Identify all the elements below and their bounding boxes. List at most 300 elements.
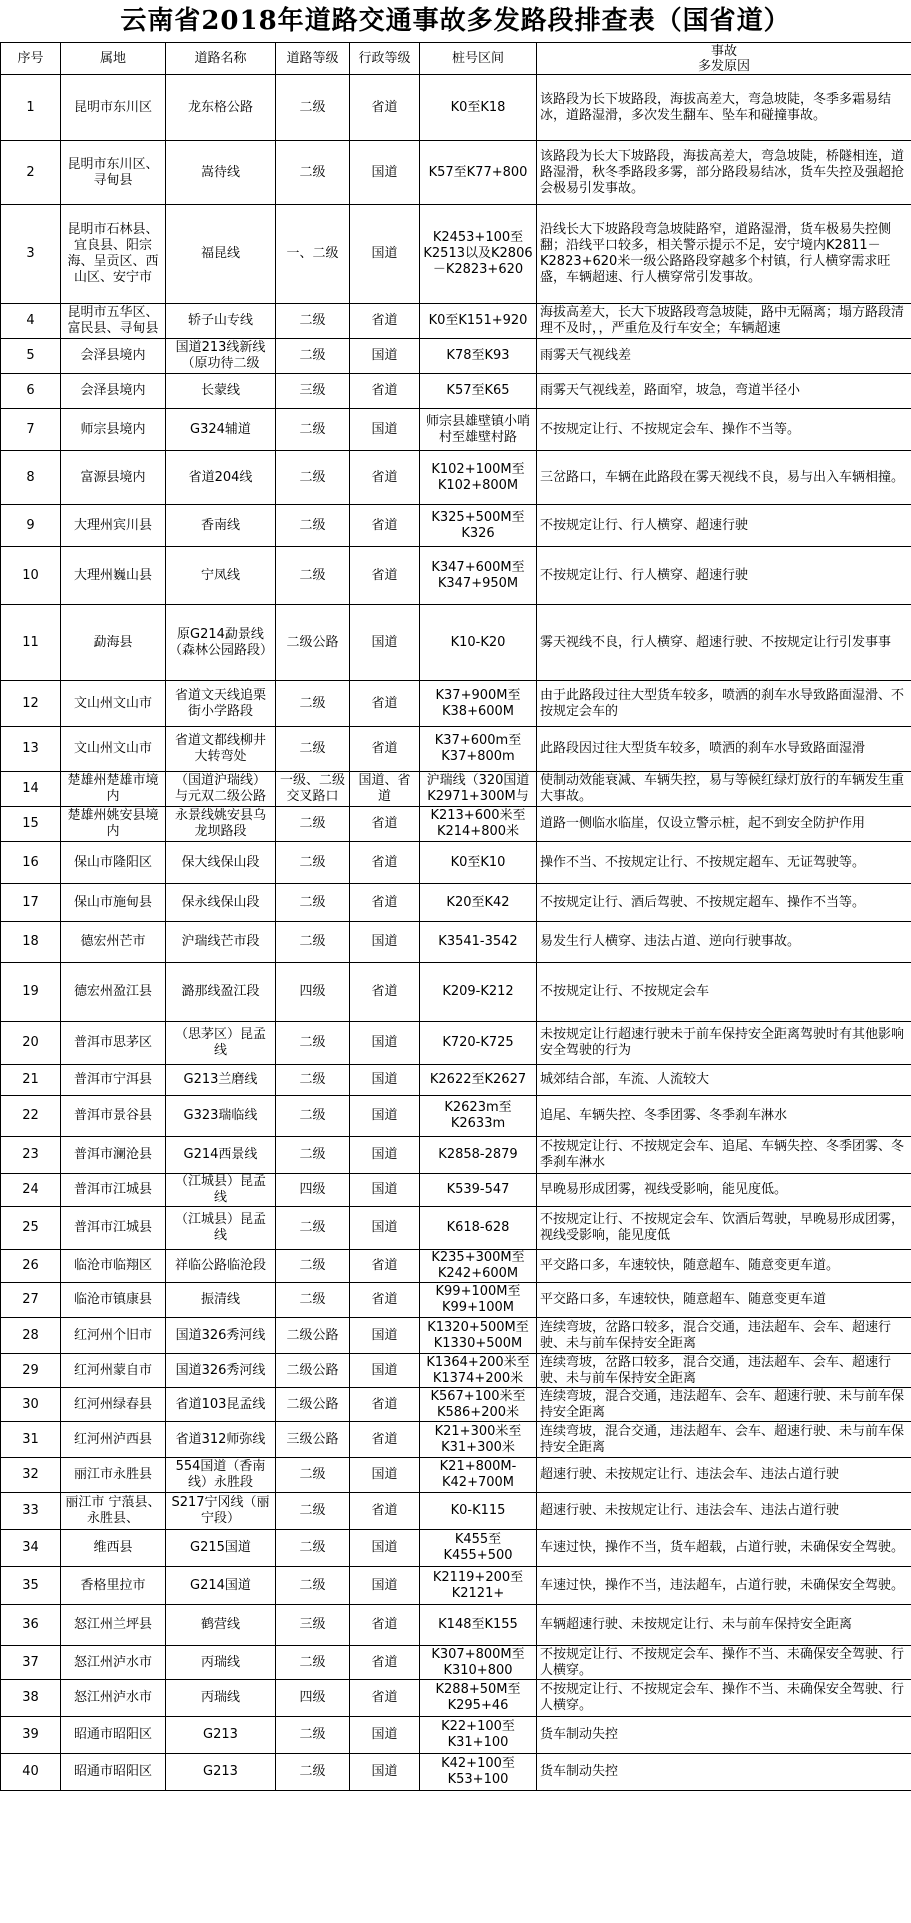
- cell-stake-range: K288+50M至K295+46: [420, 1680, 537, 1717]
- table-row: [1, 884, 911, 922]
- cell-road-grade: 二级公路: [276, 1354, 350, 1388]
- cell-stake-range: K57至K65: [420, 374, 537, 409]
- cell-stake-range: K42+100至K53+100: [420, 1754, 537, 1791]
- cell-region: 丽江市 宁蒗县、永胜县、: [61, 1493, 166, 1530]
- cell-admin-grade: 国道: [350, 1717, 420, 1754]
- cell-region: 保山市隆阳区: [61, 842, 166, 884]
- cell-accident-cause: 道路一侧临水临崖，仅设立警示桩，起不到安全防护作用: [537, 807, 911, 842]
- cell-region: 普洱市思茅区: [61, 1022, 166, 1065]
- cell-index: 32: [1, 1458, 61, 1493]
- cell-accident-cause: 连续弯坡，岔路口较多，混合交通，违法超车、会车、超速行驶、未与前车保持安全距离: [537, 1354, 911, 1388]
- cell-admin-grade: 省道: [350, 505, 420, 547]
- cell-road-grade: 二级: [276, 1022, 350, 1065]
- cell-road-name: 长蒙线: [166, 374, 276, 409]
- cell-accident-cause: 该路段为长大下坡路段，海拔高差大，弯急坡陡，桥隧相连，道路湿滑，秋冬季路段多雾，部分路段易结冰，货车失控及强超抢会极易引发事故。: [537, 141, 911, 205]
- cell-stake-range: K10-K20: [420, 605, 537, 681]
- cell-index: 10: [1, 547, 61, 605]
- cell-road-grade: 二级: [276, 1567, 350, 1605]
- cell-stake-range: K0-K115: [420, 1493, 537, 1530]
- cell-region: 普洱市宁洱县: [61, 1065, 166, 1096]
- cell-index: 40: [1, 1754, 61, 1791]
- cell-stake-range: K2623m至K2633m: [420, 1096, 537, 1137]
- cell-road-grade: 二级: [276, 409, 350, 451]
- cell-accident-cause: 不按规定让行、不按规定会车、操作不当、未确保安全驾驶、行人横穿。: [537, 1646, 911, 1680]
- cell-region: 师宗县境内: [61, 409, 166, 451]
- table-row: [1, 922, 911, 963]
- header-accident-cause: 事故 多发原因: [537, 43, 911, 75]
- cell-road-grade: 二级: [276, 1250, 350, 1283]
- cell-admin-grade: 省道: [350, 1283, 420, 1318]
- cell-region: 会泽县境内: [61, 339, 166, 374]
- table-row: [1, 141, 911, 205]
- cell-admin-grade: 国道: [350, 1754, 420, 1791]
- cell-index: 36: [1, 1605, 61, 1646]
- table-row: [1, 1605, 911, 1646]
- cell-accident-cause: 车辆超速行驶、未按规定让行、未与前车保持安全距离: [537, 1605, 911, 1646]
- cell-admin-grade: 省道: [350, 884, 420, 922]
- cell-road-name: 国道326秀河线: [166, 1318, 276, 1354]
- cell-index: 5: [1, 339, 61, 374]
- cell-index: 24: [1, 1174, 61, 1207]
- table-row: [1, 1318, 911, 1354]
- cell-region: 昆明市石林县、宜良县、阳宗海、呈贡区、西山区、安宁市: [61, 205, 166, 304]
- cell-road-name: 祥临公路临沧段: [166, 1250, 276, 1283]
- cell-accident-cause: 不按规定让行、酒后驾驶、不按规定超车、操作不当等。: [537, 884, 911, 922]
- cell-region: 大理州巍山县: [61, 547, 166, 605]
- cell-road-name: G215国道: [166, 1530, 276, 1567]
- cell-stake-range: K22+100至K31+100: [420, 1717, 537, 1754]
- cell-index: 27: [1, 1283, 61, 1318]
- cell-accident-cause: 不按规定让行、不按规定会车、追尾、车辆失控、冬季团雾、冬季刹车淋水: [537, 1137, 911, 1174]
- cell-admin-grade: 省道: [350, 842, 420, 884]
- cell-road-name: G213: [166, 1717, 276, 1754]
- cell-admin-grade: 国道: [350, 1174, 420, 1207]
- cell-index: 18: [1, 922, 61, 963]
- cell-index: 34: [1, 1530, 61, 1567]
- cell-road-name: 省道204线: [166, 451, 276, 505]
- cell-accident-cause: 平交路口多，车速较快，随意超车、随意变更车道: [537, 1283, 911, 1318]
- cell-road-name: G214西景线: [166, 1137, 276, 1174]
- cell-stake-range: K21+800M-K42+700M: [420, 1458, 537, 1493]
- cell-admin-grade: 国道: [350, 1022, 420, 1065]
- cell-admin-grade: 国道: [350, 1096, 420, 1137]
- cell-index: 33: [1, 1493, 61, 1530]
- table-row: [1, 409, 911, 451]
- cell-road-name: 554国道（香南线）永胜段: [166, 1458, 276, 1493]
- cell-accident-cause: 雨雾天气视线差，路面窄，坡急，弯道半径小: [537, 374, 911, 409]
- cell-region: 会泽县境内: [61, 374, 166, 409]
- cell-road-grade: 二级: [276, 451, 350, 505]
- cell-stake-range: K2858-2879: [420, 1137, 537, 1174]
- cell-region: 红河州个旧市: [61, 1318, 166, 1354]
- cell-road-grade: 二级: [276, 1646, 350, 1680]
- cell-index: 22: [1, 1096, 61, 1137]
- cell-road-grade: 二级: [276, 1717, 350, 1754]
- header-index: 序号: [1, 43, 61, 75]
- cell-stake-range: K21+300米至K31+300米: [420, 1422, 537, 1458]
- cell-index: 14: [1, 772, 61, 807]
- cell-admin-grade: 省道: [350, 304, 420, 339]
- cell-road-grade: 三级公路: [276, 1422, 350, 1458]
- table-row: [1, 772, 911, 807]
- cell-stake-range: K325+500M至K326: [420, 505, 537, 547]
- cell-region: 文山州文山市: [61, 727, 166, 772]
- cell-region: 勐海县: [61, 605, 166, 681]
- cell-road-grade: 二级: [276, 884, 350, 922]
- header-region: 属地: [61, 43, 166, 75]
- cell-admin-grade: 国道: [350, 605, 420, 681]
- cell-region: 德宏州芒市: [61, 922, 166, 963]
- cell-admin-grade: 省道: [350, 1388, 420, 1422]
- table-row: [1, 1493, 911, 1530]
- cell-road-name: 鹤营线: [166, 1605, 276, 1646]
- cell-admin-grade: 省道: [350, 807, 420, 842]
- cell-region: 临沧市镇康县: [61, 1283, 166, 1318]
- cell-accident-cause: 车速过快，操作不当，违法超车，占道行驶，未确保安全驾驶。: [537, 1567, 911, 1605]
- cell-admin-grade: 国道: [350, 409, 420, 451]
- cell-index: 26: [1, 1250, 61, 1283]
- cell-road-grade: 二级: [276, 1207, 350, 1250]
- cell-admin-grade: 省道: [350, 374, 420, 409]
- cell-index: 9: [1, 505, 61, 547]
- cell-admin-grade: 省道: [350, 1680, 420, 1717]
- cell-road-name: 宁凤线: [166, 547, 276, 605]
- cell-road-name: 沪瑞线芒市段: [166, 922, 276, 963]
- table-row: [1, 304, 911, 339]
- cell-region: 红河州蒙自市: [61, 1354, 166, 1388]
- cell-stake-range: K455至K455+500: [420, 1530, 537, 1567]
- cell-accident-cause: 该路段为长下坡路段，海拔高差大，弯急坡陡，冬季多霜易结冰，道路湿滑，多次发生翻车、坠车和碰撞事故。: [537, 75, 911, 141]
- cell-accident-cause: 易发生行人横穿、违法占道、逆向行驶事故。: [537, 922, 911, 963]
- cell-accident-cause: 平交路口多，车速较快，随意超车、随意变更车道。: [537, 1250, 911, 1283]
- cell-road-name: 保大线保山段: [166, 842, 276, 884]
- cell-region: 红河州泸西县: [61, 1422, 166, 1458]
- cell-road-name: 丙瑞线: [166, 1680, 276, 1717]
- cell-index: 6: [1, 374, 61, 409]
- table-row: [1, 451, 911, 505]
- cell-index: 21: [1, 1065, 61, 1096]
- cell-region: 昆明市五华区、富民县、寻甸县: [61, 304, 166, 339]
- cell-road-grade: 二级: [276, 681, 350, 727]
- cell-road-grade: 二级: [276, 1458, 350, 1493]
- cell-road-name: 省道312师弥线: [166, 1422, 276, 1458]
- cell-stake-range: K2119+200至K2121+: [420, 1567, 537, 1605]
- table-row: [1, 842, 911, 884]
- cell-admin-grade: 省道: [350, 451, 420, 505]
- cell-stake-range: K209-K212: [420, 963, 537, 1022]
- cell-region: 普洱市澜沧县: [61, 1137, 166, 1174]
- cell-region: 怒江州泸水市: [61, 1646, 166, 1680]
- cell-region: 保山市施甸县: [61, 884, 166, 922]
- cell-stake-range: K2453+100至K2513以及K2806－K2823+620: [420, 205, 537, 304]
- cell-road-grade: 二级: [276, 505, 350, 547]
- cell-stake-range: K567+100米至K586+200米: [420, 1388, 537, 1422]
- cell-stake-range: K1320+500M至K1330+500M: [420, 1318, 537, 1354]
- cell-accident-cause: 操作不当、不按规定让行、不按规定超车、无证驾驶等。: [537, 842, 911, 884]
- cell-road-name: G214国道: [166, 1567, 276, 1605]
- cell-index: 15: [1, 807, 61, 842]
- cell-stake-range: K618-628: [420, 1207, 537, 1250]
- cell-road-grade: 二级: [276, 807, 350, 842]
- cell-index: 11: [1, 605, 61, 681]
- cell-admin-grade: 国道: [350, 1318, 420, 1354]
- table-row: [1, 681, 911, 727]
- cell-stake-range: K347+600M至K347+950M: [420, 547, 537, 605]
- cell-stake-range: K102+100M至K102+800M: [420, 451, 537, 505]
- cell-admin-grade: 国道: [350, 1567, 420, 1605]
- cell-accident-cause: 不按规定让行、行人横穿、超速行驶: [537, 547, 911, 605]
- cell-road-name: 永景线姚安县乌龙坝路段: [166, 807, 276, 842]
- cell-region: 丽江市永胜县: [61, 1458, 166, 1493]
- cell-road-name: 省道文天线追栗街小学路段: [166, 681, 276, 727]
- table-row: [1, 1717, 911, 1754]
- table-row: [1, 374, 911, 409]
- table-row: [1, 727, 911, 772]
- cell-road-name: 保永线保山段: [166, 884, 276, 922]
- cell-region: 楚雄州姚安县境内: [61, 807, 166, 842]
- cell-road-grade: 三级: [276, 1605, 350, 1646]
- cell-road-name: G213: [166, 1754, 276, 1791]
- cell-accident-cause: 不按规定让行、不按规定会车、操作不当、未确保安全驾驶、行人横穿。: [537, 1680, 911, 1717]
- cell-road-grade: 二级: [276, 1283, 350, 1318]
- header-row: [1, 43, 911, 75]
- cell-road-name: 香南线: [166, 505, 276, 547]
- cell-index: 16: [1, 842, 61, 884]
- cell-accident-cause: 雨雾天气视线差: [537, 339, 911, 374]
- cell-road-name: 龙东格公路: [166, 75, 276, 141]
- table-row: [1, 1137, 911, 1174]
- cell-road-grade: 二级: [276, 922, 350, 963]
- table-row: [1, 505, 911, 547]
- cell-accident-cause: 追尾、车辆失控、冬季团雾、冬季刹车淋水: [537, 1096, 911, 1137]
- cell-region: 大理州宾川县: [61, 505, 166, 547]
- cell-index: 12: [1, 681, 61, 727]
- cell-accident-cause: 不按规定让行、不按规定会车: [537, 963, 911, 1022]
- cell-road-name: G324辅道: [166, 409, 276, 451]
- cell-accident-cause: 连续弯坡，岔路口较多，混合交通，违法超车、会车、超速行驶、未与前车保持安全距离: [537, 1318, 911, 1354]
- cell-admin-grade: 省道: [350, 1250, 420, 1283]
- cell-accident-cause: 不按规定让行、不按规定会车、饮酒后驾驶，早晚易形成团雾，视线受影响，能见度低: [537, 1207, 911, 1250]
- cell-road-grade: 二级: [276, 1137, 350, 1174]
- cell-road-grade: 二级: [276, 75, 350, 141]
- cell-accident-cause: 超速行驶、未按规定让行、违法会车、违法占道行驶: [537, 1493, 911, 1530]
- cell-road-grade: 二级公路: [276, 1388, 350, 1422]
- cell-road-name: 福昆线: [166, 205, 276, 304]
- cell-road-grade: 二级: [276, 1096, 350, 1137]
- cell-admin-grade: 国道: [350, 1207, 420, 1250]
- table-row: [1, 1022, 911, 1065]
- cell-region: 临沧市临翔区: [61, 1250, 166, 1283]
- table-row: [1, 1174, 911, 1207]
- cell-road-grade: 四级: [276, 1680, 350, 1717]
- table-row: [1, 1422, 911, 1458]
- cell-stake-range: K720-K725: [420, 1022, 537, 1065]
- cell-admin-grade: 国道: [350, 141, 420, 205]
- cell-stake-range: K2622至K2627: [420, 1065, 537, 1096]
- cell-admin-grade: 国道: [350, 1530, 420, 1567]
- cell-region: 普洱市江城县: [61, 1174, 166, 1207]
- cell-admin-grade: 国道: [350, 1137, 420, 1174]
- cell-road-name: （江城县）昆孟线: [166, 1174, 276, 1207]
- cell-admin-grade: 国道: [350, 922, 420, 963]
- cell-region: 普洱市江城县: [61, 1207, 166, 1250]
- cell-road-name: G323瑞临线: [166, 1096, 276, 1137]
- cell-stake-range: K78至K93: [420, 339, 537, 374]
- cell-admin-grade: 省道: [350, 963, 420, 1022]
- cell-road-grade: 二级: [276, 842, 350, 884]
- cell-road-grade: 二级: [276, 1754, 350, 1791]
- cell-admin-grade: 国道: [350, 1065, 420, 1096]
- cell-road-grade: 二级: [276, 547, 350, 605]
- table-row: [1, 963, 911, 1022]
- cell-index: 39: [1, 1717, 61, 1754]
- cell-admin-grade: 省道: [350, 1493, 420, 1530]
- cell-accident-cause: 不按规定让行、行人横穿、超速行驶: [537, 505, 911, 547]
- cell-admin-grade: 省道: [350, 547, 420, 605]
- cell-road-grade: 二级: [276, 304, 350, 339]
- cell-accident-cause: 车速过快，操作不当，货车超载，占道行驶，未确保安全驾驶。: [537, 1530, 911, 1567]
- table-row: [1, 1065, 911, 1096]
- cell-road-grade: 二级: [276, 339, 350, 374]
- cell-road-name: 国道326秀河线: [166, 1354, 276, 1388]
- cell-stake-range: K99+100M至K99+100M: [420, 1283, 537, 1318]
- cell-accident-cause: 不按规定让行、不按规定会车、操作不当等。: [537, 409, 911, 451]
- cell-region: 怒江州泸水市: [61, 1680, 166, 1717]
- cell-accident-cause: 城郊结合部，车流、人流较大: [537, 1065, 911, 1096]
- cell-stake-range: K37+600m至K37+800m: [420, 727, 537, 772]
- cell-accident-cause: 连续弯坡，混合交通，违法超车、会车、超速行驶、未与前车保持安全距离: [537, 1422, 911, 1458]
- cell-accident-cause: 未按规定让行超速行驶未于前车保持安全距离驾驶时有其他影响安全驾驶的行为: [537, 1022, 911, 1065]
- cell-road-grade: 二级: [276, 727, 350, 772]
- cell-admin-grade: 国道: [350, 1354, 420, 1388]
- table-row: [1, 1680, 911, 1717]
- cell-road-grade: 二级公路: [276, 605, 350, 681]
- cell-road-grade: 三级: [276, 374, 350, 409]
- cell-road-name: S217宁冈线（丽宁段）: [166, 1493, 276, 1530]
- cell-road-grade: 二级: [276, 1530, 350, 1567]
- cell-stake-range: K3541-3542: [420, 922, 537, 963]
- cell-index: 28: [1, 1318, 61, 1354]
- cell-index: 30: [1, 1388, 61, 1422]
- cell-accident-cause: 海拔高差大，长大下坡路段弯急坡陡，路中无隔离；塌方路段清理不及时，，严重危及行车安全；车辆超速: [537, 304, 911, 339]
- cell-admin-grade: 省道: [350, 1605, 420, 1646]
- cell-accident-cause: 三岔路口，车辆在此路段在雾天视线不良，易与出入车辆相撞。: [537, 451, 911, 505]
- cell-index: 19: [1, 963, 61, 1022]
- table-row: [1, 1754, 911, 1791]
- cell-accident-cause: 雾天视线不良，行人横穿、超速行驶、不按规定让行引发事事: [537, 605, 911, 681]
- cell-index: 23: [1, 1137, 61, 1174]
- table-row: [1, 605, 911, 681]
- cell-index: 4: [1, 304, 61, 339]
- cell-road-name: 振清线: [166, 1283, 276, 1318]
- cell-accident-cause: 由于此路段过往大型货车较多，喷洒的刹车水导致路面湿滑、不按规定会车的: [537, 681, 911, 727]
- cell-region: 怒江州兰坪县: [61, 1605, 166, 1646]
- cell-admin-grade: 省道: [350, 75, 420, 141]
- table-row: [1, 1567, 911, 1605]
- table-row: [1, 807, 911, 842]
- cell-admin-grade: 省道: [350, 1422, 420, 1458]
- cell-road-name: （国道沪瑞线）与元双二级公路: [166, 772, 276, 807]
- table-row: [1, 547, 911, 605]
- table-row: [1, 1646, 911, 1680]
- cell-road-name: 潞那线盈江段: [166, 963, 276, 1022]
- accident-roads-table: [0, 42, 911, 1791]
- cell-region: 富源县境内: [61, 451, 166, 505]
- cell-road-name: G213兰磨线: [166, 1065, 276, 1096]
- cell-admin-grade: 国道、省道: [350, 772, 420, 807]
- table-row: [1, 1530, 911, 1567]
- sheet-title: 云南省2018年道路交通事故多发路段排查表（国省道）: [120, 6, 791, 36]
- cell-road-name: 省道103昆孟线: [166, 1388, 276, 1422]
- cell-region: 昭通市昭阳区: [61, 1717, 166, 1754]
- cell-road-grade: 二级: [276, 1493, 350, 1530]
- table-row: [1, 205, 911, 304]
- cell-accident-cause: 超速行驶、未按规定让行、违法会车、违法占道行驶: [537, 1458, 911, 1493]
- cell-stake-range: K235+300M至K242+600M: [420, 1250, 537, 1283]
- cell-region: 文山州文山市: [61, 681, 166, 727]
- cell-admin-grade: 国道: [350, 1458, 420, 1493]
- cell-stake-range: K37+900M至K38+600M: [420, 681, 537, 727]
- cell-stake-range: 沪瑞线（320国道K2971+300M与: [420, 772, 537, 807]
- table-row: [1, 1250, 911, 1283]
- cell-road-name: （思茅区）昆孟线: [166, 1022, 276, 1065]
- cell-index: 7: [1, 409, 61, 451]
- cell-index: 13: [1, 727, 61, 772]
- cell-region: 昆明市东川区、寻甸县: [61, 141, 166, 205]
- table-row: [1, 75, 911, 141]
- cell-stake-range: 师宗县雄壁镇小哨村至雄壁村路: [420, 409, 537, 451]
- cell-region: 德宏州盈江县: [61, 963, 166, 1022]
- cell-index: 17: [1, 884, 61, 922]
- cell-road-grade: 一级、二级交叉路口: [276, 772, 350, 807]
- cell-road-name: （江城县）昆孟线: [166, 1207, 276, 1250]
- cell-index: 38: [1, 1680, 61, 1717]
- cell-stake-range: K148至K155: [420, 1605, 537, 1646]
- cell-road-name: 轿子山专线: [166, 304, 276, 339]
- cell-road-grade: 一、二级: [276, 205, 350, 304]
- table-row: [1, 1388, 911, 1422]
- cell-admin-grade: 国道: [350, 339, 420, 374]
- cell-region: 普洱市景谷县: [61, 1096, 166, 1137]
- table-row: [1, 1354, 911, 1388]
- cell-region: 昆明市东川区: [61, 75, 166, 141]
- cell-index: 8: [1, 451, 61, 505]
- cell-admin-grade: 省道: [350, 727, 420, 772]
- cell-region: 香格里拉市: [61, 1567, 166, 1605]
- cell-stake-range: K0至K151+920: [420, 304, 537, 339]
- cell-region: 楚雄州楚雄市境内: [61, 772, 166, 807]
- cell-stake-range: K539-547: [420, 1174, 537, 1207]
- cell-index: 2: [1, 141, 61, 205]
- cell-stake-range: K0至K10: [420, 842, 537, 884]
- cell-road-name: 嵩待线: [166, 141, 276, 205]
- cell-stake-range: K57至K77+800: [420, 141, 537, 205]
- header-stake-range: 桩号区间: [420, 43, 537, 75]
- cell-road-name: 国道213线新线（原功待二级: [166, 339, 276, 374]
- cell-road-grade: 四级: [276, 963, 350, 1022]
- cell-road-name: 原G214勐景线（森林公园路段）: [166, 605, 276, 681]
- cell-stake-range: K307+800M至K310+800: [420, 1646, 537, 1680]
- cell-region: 红河州绿春县: [61, 1388, 166, 1422]
- cell-accident-cause: 早晚易形成团雾，视线受影响，能见度低。: [537, 1174, 911, 1207]
- header-admin-grade: 行政等级: [350, 43, 420, 75]
- cell-index: 37: [1, 1646, 61, 1680]
- cell-region: 维西县: [61, 1530, 166, 1567]
- cell-accident-cause: 此路段因过往大型货车较多，喷洒的刹车水导致路面湿滑: [537, 727, 911, 772]
- cell-accident-cause: 连续弯坡，混合交通，违法超车、会车、超速行驶、未与前车保持安全距离: [537, 1388, 911, 1422]
- cell-index: 35: [1, 1567, 61, 1605]
- cell-admin-grade: 省道: [350, 1646, 420, 1680]
